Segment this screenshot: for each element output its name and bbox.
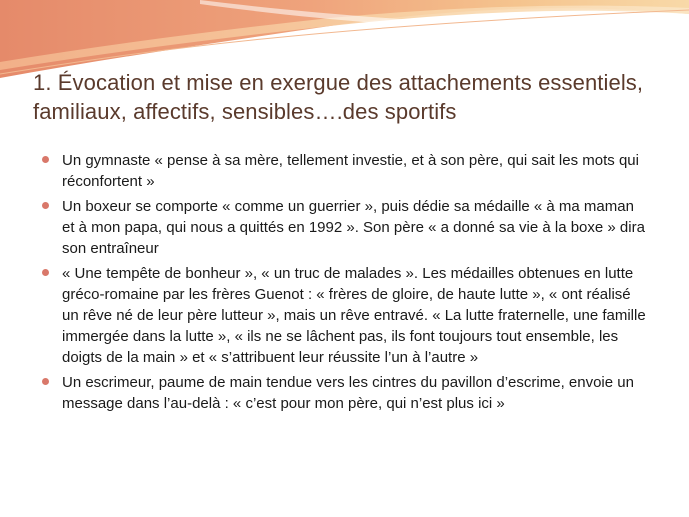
list-item	[40, 150, 650, 192]
bullet-text: Un gymnaste « pense à sa mère, tellement investie, et à son père, qui sait les mots qui réconfortent »	[62, 152, 639, 190]
list-item	[40, 372, 650, 414]
wave-band-main	[0, 0, 689, 78]
bullet-dot-icon	[42, 156, 49, 163]
list-item	[40, 196, 650, 259]
slide-title: 1. Évocation et mise en exergue des attachements essentiels, familiaux, affectifs, sensibles….des sportifs	[33, 70, 644, 124]
bullet-dot-icon	[42, 378, 49, 385]
bullet-text: « Une tempête de bonheur », « un truc de malades ». Les médailles obtenues en lutte gréco-romaine par les frères Guenot : « frères de gloire, de haute lutte », « ont réalisé un rêve né de leur père lutteur », mais un rêve entravé. « La lutte fraternelle, une famille immergée dans la lutte », « ils ne se lâchent pas, ils font toujours tout ensemble, les doigts de la main » et « s’attribuent leur réussite l’un à l’autre »	[62, 265, 646, 366]
bullet-dot-icon	[42, 202, 49, 209]
bullet-list	[40, 150, 650, 418]
bullet-dot-icon	[42, 269, 49, 276]
bullet-text: Un boxeur se comporte « comme un guerrier », puis dédie sa médaille « à ma maman et à mon papa, qui nous a quittés en 1992 ». Son père « a donné sa vie à la boxe » dira son entraîneur	[62, 198, 645, 257]
bullet-text: Un escrimeur, paume de main tendue vers les cintres du pavillon d’escrime, envoie un message dans l’au-delà : « c’est pour mon père, qui n’est plus ici »	[62, 374, 634, 412]
list-item	[40, 263, 650, 368]
